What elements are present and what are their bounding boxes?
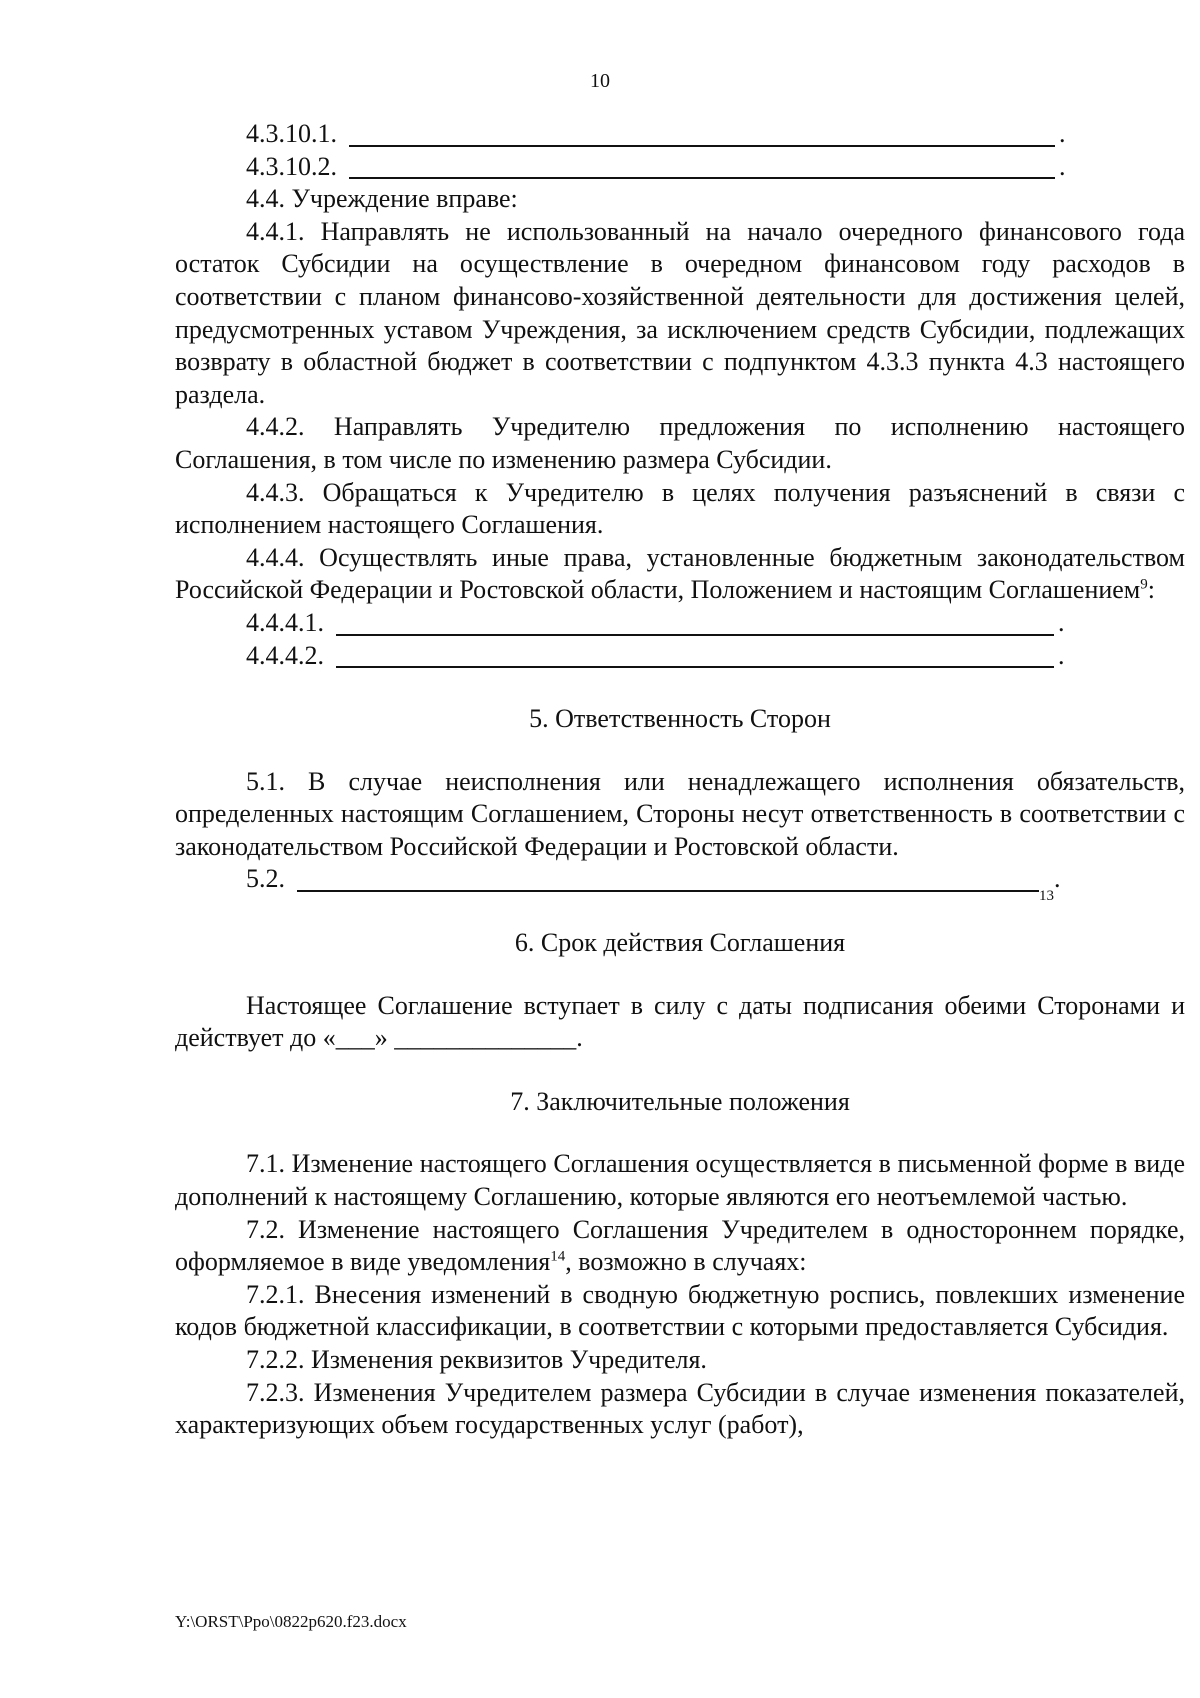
paragraph-7-2-2: 7.2.2. Изменения реквизитов Учредителя. <box>246 1345 707 1374</box>
paragraph-4-4-4 <box>175 542 1185 607</box>
section-5-heading: 5. Ответственность Сторон <box>529 704 831 734</box>
section-6-heading: 6. Срок действия Соглашения <box>514 928 846 958</box>
paragraph-4-4-2: 4.4.2. Направлять Учредителю предложения по исполнению настоящего Соглашения, в том числе по изменению размера Субсидии. <box>175 412 1185 474</box>
item-number: 5.2. <box>246 864 285 894</box>
footnote-ref-14: 14 <box>550 1248 566 1265</box>
document-body <box>175 118 1185 1442</box>
section-7-heading: 7. Заключительные положения <box>510 1086 850 1116</box>
fill-line-4-4-4-1 <box>175 607 1185 640</box>
item-number: 4.3.10.1. <box>246 119 337 148</box>
paragraph-7-2 <box>175 1214 1185 1279</box>
item-number: 4.4.4.2. <box>246 640 324 670</box>
paragraph-5-1: 5.1. В случае неисполнения или ненадлежащего исполнения обязательств, определенных настоящим Соглашением, Стороны несут ответственность в соответствии с законодательством Российской Федерации и Ростовской области. <box>175 766 1185 861</box>
paragraph-7-1: 7.1. Изменение настоящего Соглашения осуществляется в письменной форме в виде дополнений к настоящему Соглашению, которые являются его неотъемлемой частью. <box>175 1149 1185 1212</box>
paragraph-7-2-1: 7.2.1. Внесения изменений в сводную бюджетную роспись, повлекших изменение кодов бюджетной классификации, в соответствии с которыми предоставляется Субсидия. <box>175 1279 1185 1342</box>
blank-line <box>297 866 1039 892</box>
period: . <box>1058 640 1065 670</box>
blank-line <box>336 610 1054 636</box>
fill-line-4-4-4-2 <box>175 640 1185 673</box>
paragraph-4-4-3: 4.4.3. Обращаться к Учредителю в целях получения разъяснений в связи с исполнением настоящего Соглашения. <box>175 477 1185 540</box>
paragraph-text: 4.4.4. Осуществлять иные права, установленные бюджетным законодательством Российской Федерации и Ростовской области, Положением и настоящим Соглашением <box>175 542 1185 605</box>
paragraph-7-2-3: 7.2.3. Изменения Учредителем размера Субсидии в случае изменения показателей, характеризующих объем государственных услуг (работ), <box>175 1377 1185 1440</box>
period: . <box>1054 864 1061 894</box>
page-number: 10 <box>590 70 610 92</box>
period: . <box>1058 607 1065 637</box>
colon: : <box>1147 575 1155 605</box>
paragraph-6: Настоящее Соглашение вступает в силу с даты подписания обеими Сторонами и действует до «___» ______________. <box>175 990 1185 1053</box>
fill-line-4-3-10-1 <box>175 118 1185 151</box>
period: . <box>1059 151 1066 181</box>
paragraph-4-4-1: 4.4.1. Направлять не использованный на начало очередного финансового года остаток Субсидии на осуществление в очередном финансовом году расходов в соответствии с планом финансово-хозяйственной деятельности для достижения целей, предусмотренных уставом Учреждения, за исключением средств Субсидии, подлежащих возврату в областной бюджет в соответствии с подпунктом 4.3.3 пункта 4.3 настоящего раздела. <box>175 216 1185 409</box>
item-number: 4.4.4.1. <box>246 607 324 637</box>
blank-line <box>349 153 1055 179</box>
footer-file-path: Y:\ORST\Ppo\0822p620.f23.docx <box>175 1612 407 1631</box>
fill-line-4-3-10-2 <box>175 151 1185 184</box>
paragraph-text: 7.2. Изменение настоящего Соглашения Учредителем в одностороннем порядке, оформляемое в виде уведомления <box>175 1214 1185 1277</box>
footnote-ref-9: 9 <box>1140 576 1148 593</box>
blank-line <box>349 121 1055 147</box>
paragraph-4-4: 4.4. Учреждение вправе: <box>246 184 518 214</box>
fill-line-5-2: 5.2. 13 . <box>246 864 1061 905</box>
period: . <box>1059 119 1066 148</box>
item-number: 4.3.10.2. <box>246 151 337 181</box>
blank-line <box>336 642 1054 668</box>
paragraph-text-cont: , возможно в случаях: <box>565 1247 807 1277</box>
